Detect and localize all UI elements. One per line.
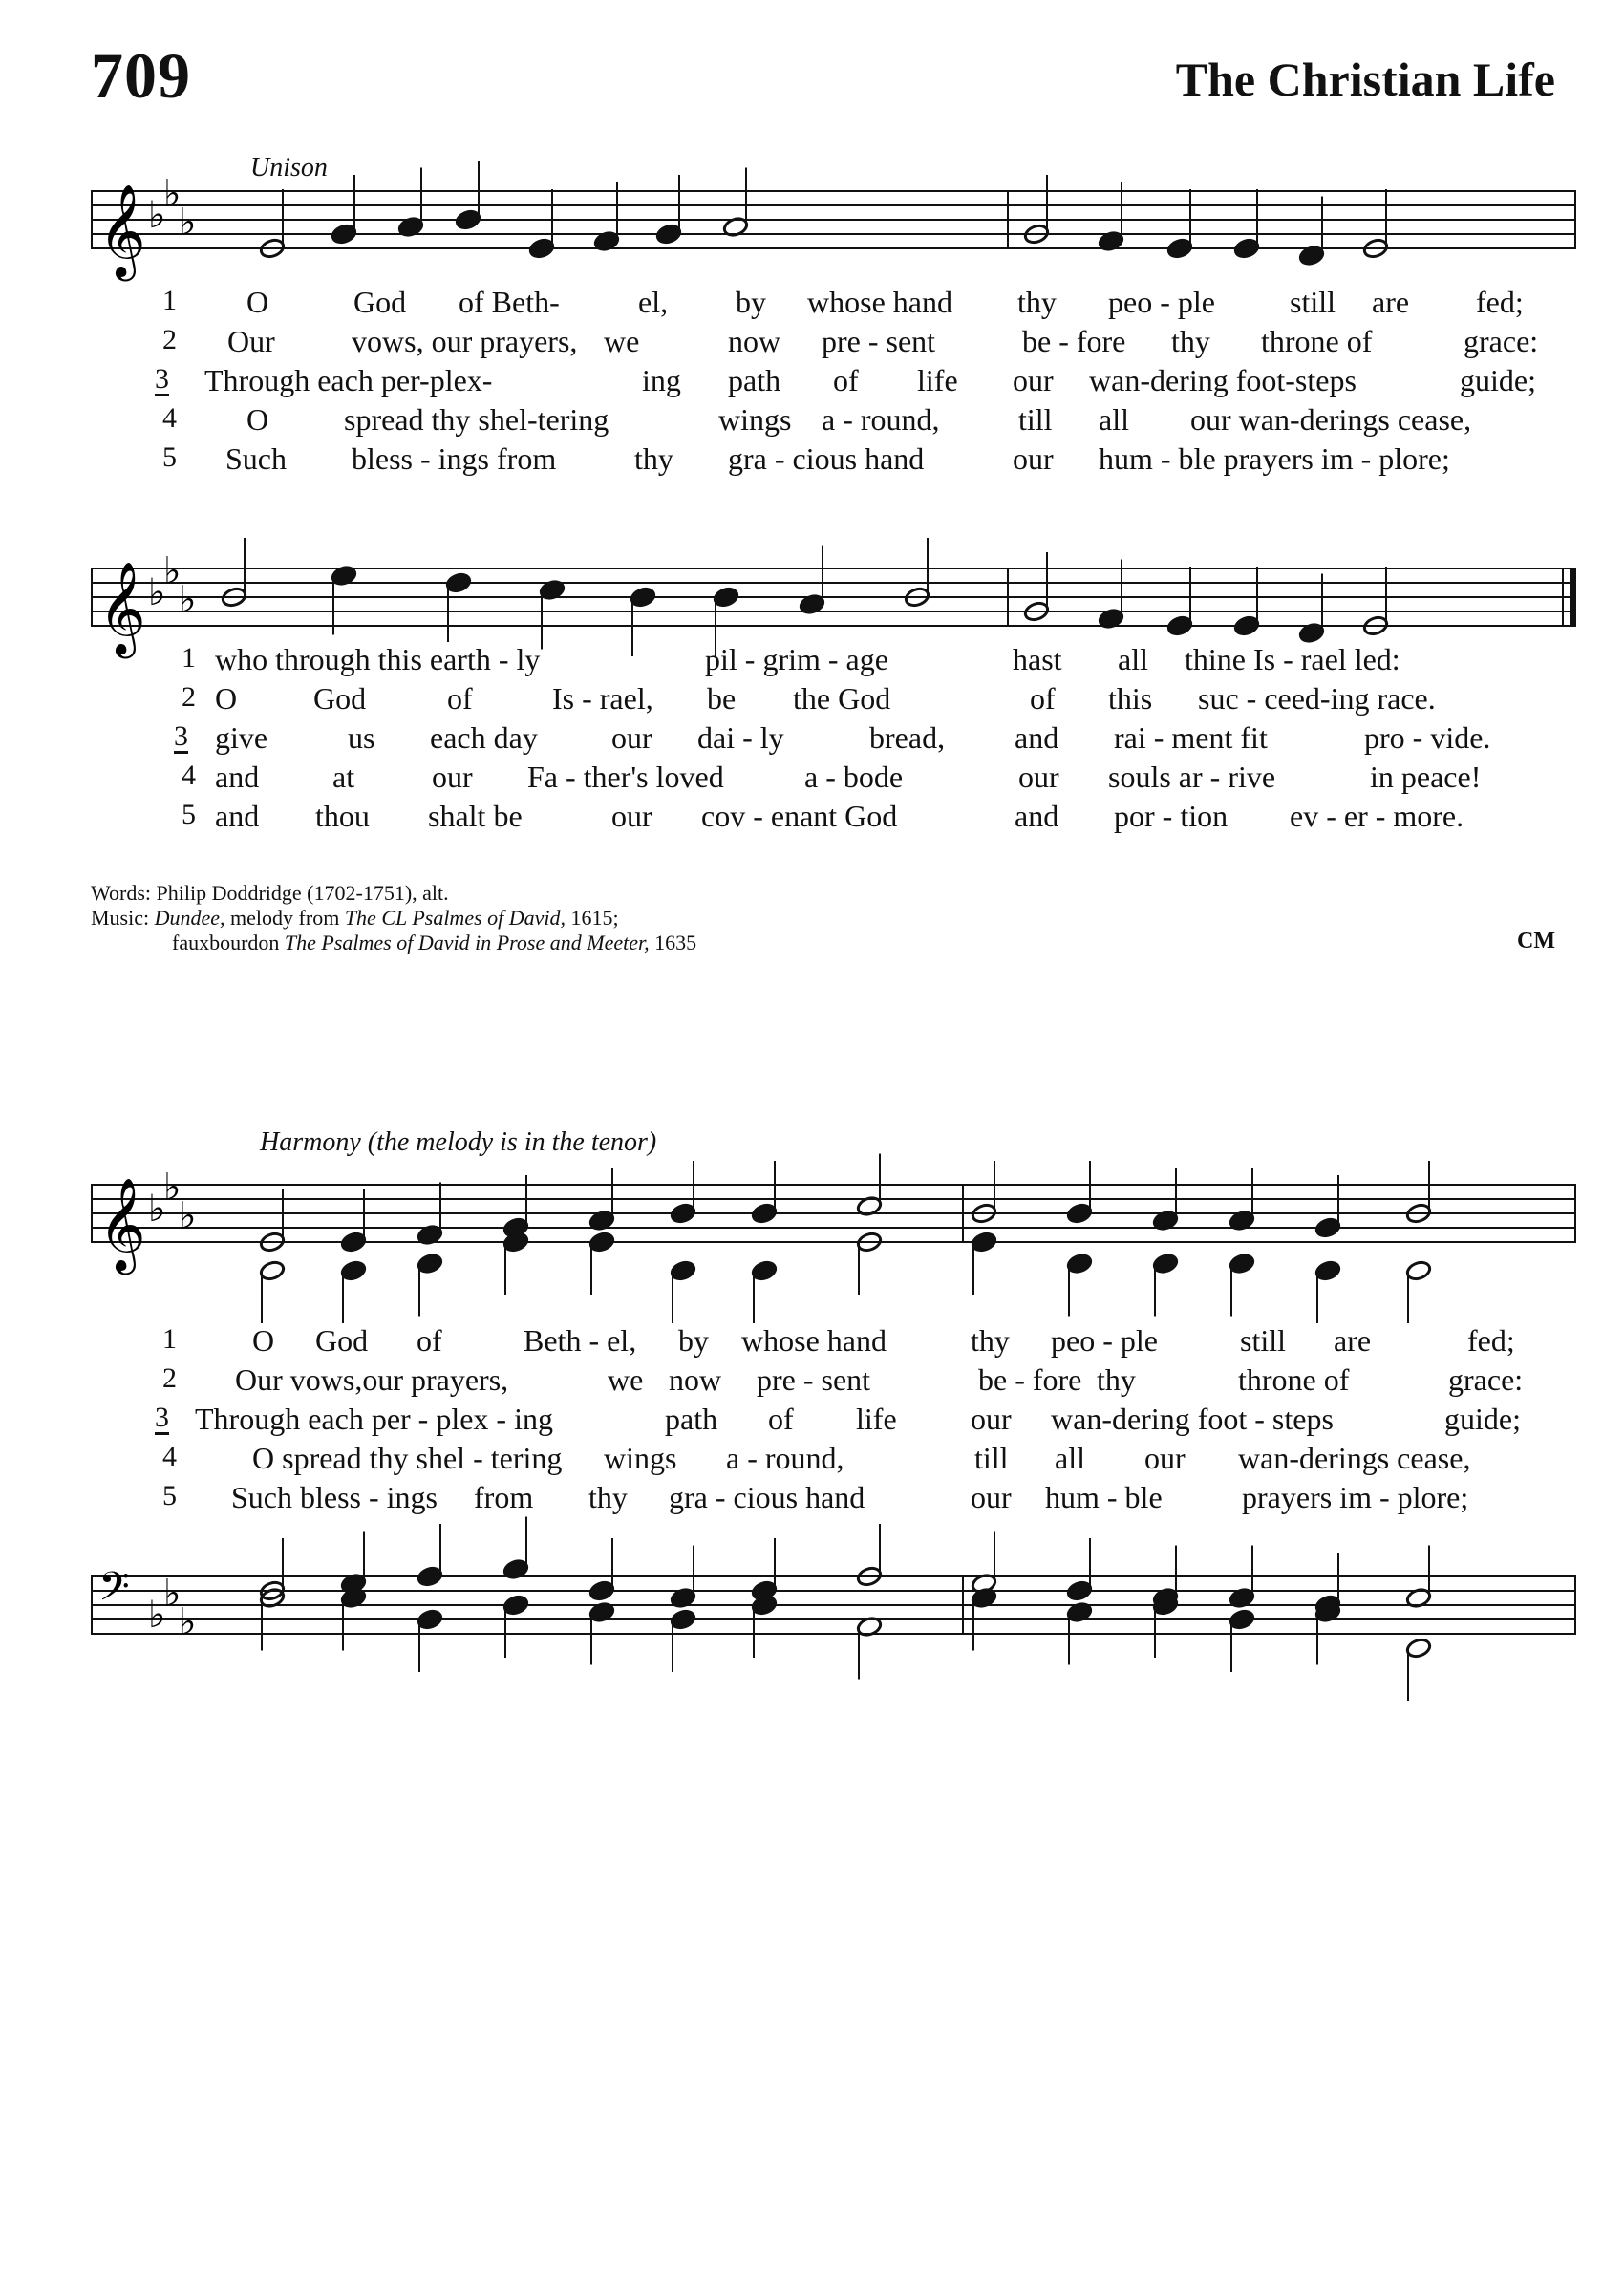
flat-icon: ♭ (179, 1194, 197, 1238)
quarter-note (670, 1202, 696, 1224)
flat-icon: ♭ (179, 201, 197, 245)
quarter-note (713, 586, 739, 608)
quarter-note (417, 1608, 443, 1630)
quarter-note (1229, 1253, 1255, 1275)
quarter-note (445, 571, 472, 593)
flat-icon: ♭ (148, 571, 166, 614)
quarter-note (1233, 614, 1260, 636)
quarter-note (1066, 1253, 1093, 1275)
quarter-note (455, 208, 481, 230)
flat-icon: ♭ (179, 1600, 197, 1644)
quarter-note (1314, 1259, 1341, 1281)
quarter-note (502, 1594, 529, 1616)
quarter-note (528, 237, 555, 259)
flat-icon: ♭ (179, 578, 197, 622)
treble-clef-icon: 𝄞 (98, 561, 146, 654)
quarter-note (417, 1253, 443, 1275)
quarter-note (1314, 1216, 1341, 1238)
quarter-note (1066, 1579, 1093, 1601)
quarter-note (655, 223, 682, 245)
harmony-treble-staff (91, 1146, 1581, 1299)
quarter-note (340, 1259, 367, 1281)
quarter-note (1233, 237, 1260, 259)
quarter-note (1166, 614, 1193, 636)
quarter-note (751, 1202, 778, 1224)
flat-icon: ♭ (163, 172, 182, 216)
flat-icon: ♭ (148, 1594, 166, 1637)
treble-clef-icon: 𝄞 (98, 1177, 146, 1271)
half-note (259, 1259, 286, 1281)
quarter-note (670, 1608, 696, 1630)
words-credit: Words: Philip Doddridge (1702-1751), alt. (91, 881, 449, 905)
quarter-note (971, 1231, 997, 1253)
music-credit: Music: Dundee, melody from The CL Psalmes of David, 1615; (91, 906, 619, 930)
quarter-note (630, 586, 656, 608)
flat-icon: ♭ (163, 549, 182, 593)
section-title: The Christian Life (1175, 53, 1555, 106)
quarter-note (670, 1259, 696, 1281)
quarter-note (588, 1579, 615, 1601)
quarter-note (1066, 1202, 1093, 1224)
fauxbourdon-credit: fauxbourdon The Psalmes of David in Prose and Meeter, 1635 (172, 931, 697, 954)
quarter-note (751, 1259, 778, 1281)
bass-clef-icon: 𝄢 (98, 1564, 130, 1620)
quarter-note (588, 1231, 615, 1253)
flat-icon: ♭ (148, 194, 166, 237)
quarter-note (331, 223, 357, 245)
flat-icon: ♭ (163, 1572, 182, 1616)
harmony-bass-staff (91, 1519, 1581, 1710)
quarter-note (1152, 1253, 1179, 1275)
meter-label: CM (1517, 929, 1555, 954)
quarter-note (340, 1231, 367, 1253)
half-note (1405, 1259, 1432, 1281)
flat-icon: ♭ (163, 1166, 182, 1210)
quarter-note (1166, 237, 1193, 259)
harmony-direction: Harmony (the melody is in the tenor) (260, 1127, 657, 1157)
quarter-note (417, 1565, 443, 1587)
unison-direction: Unison (250, 153, 328, 182)
final-barline (1570, 568, 1576, 626)
hymn-number: 709 (91, 39, 191, 112)
treble-clef-icon: 𝄞 (98, 183, 146, 277)
quarter-note (1229, 1608, 1255, 1630)
half-note (1405, 1637, 1432, 1659)
flat-icon: ♭ (148, 1188, 166, 1231)
